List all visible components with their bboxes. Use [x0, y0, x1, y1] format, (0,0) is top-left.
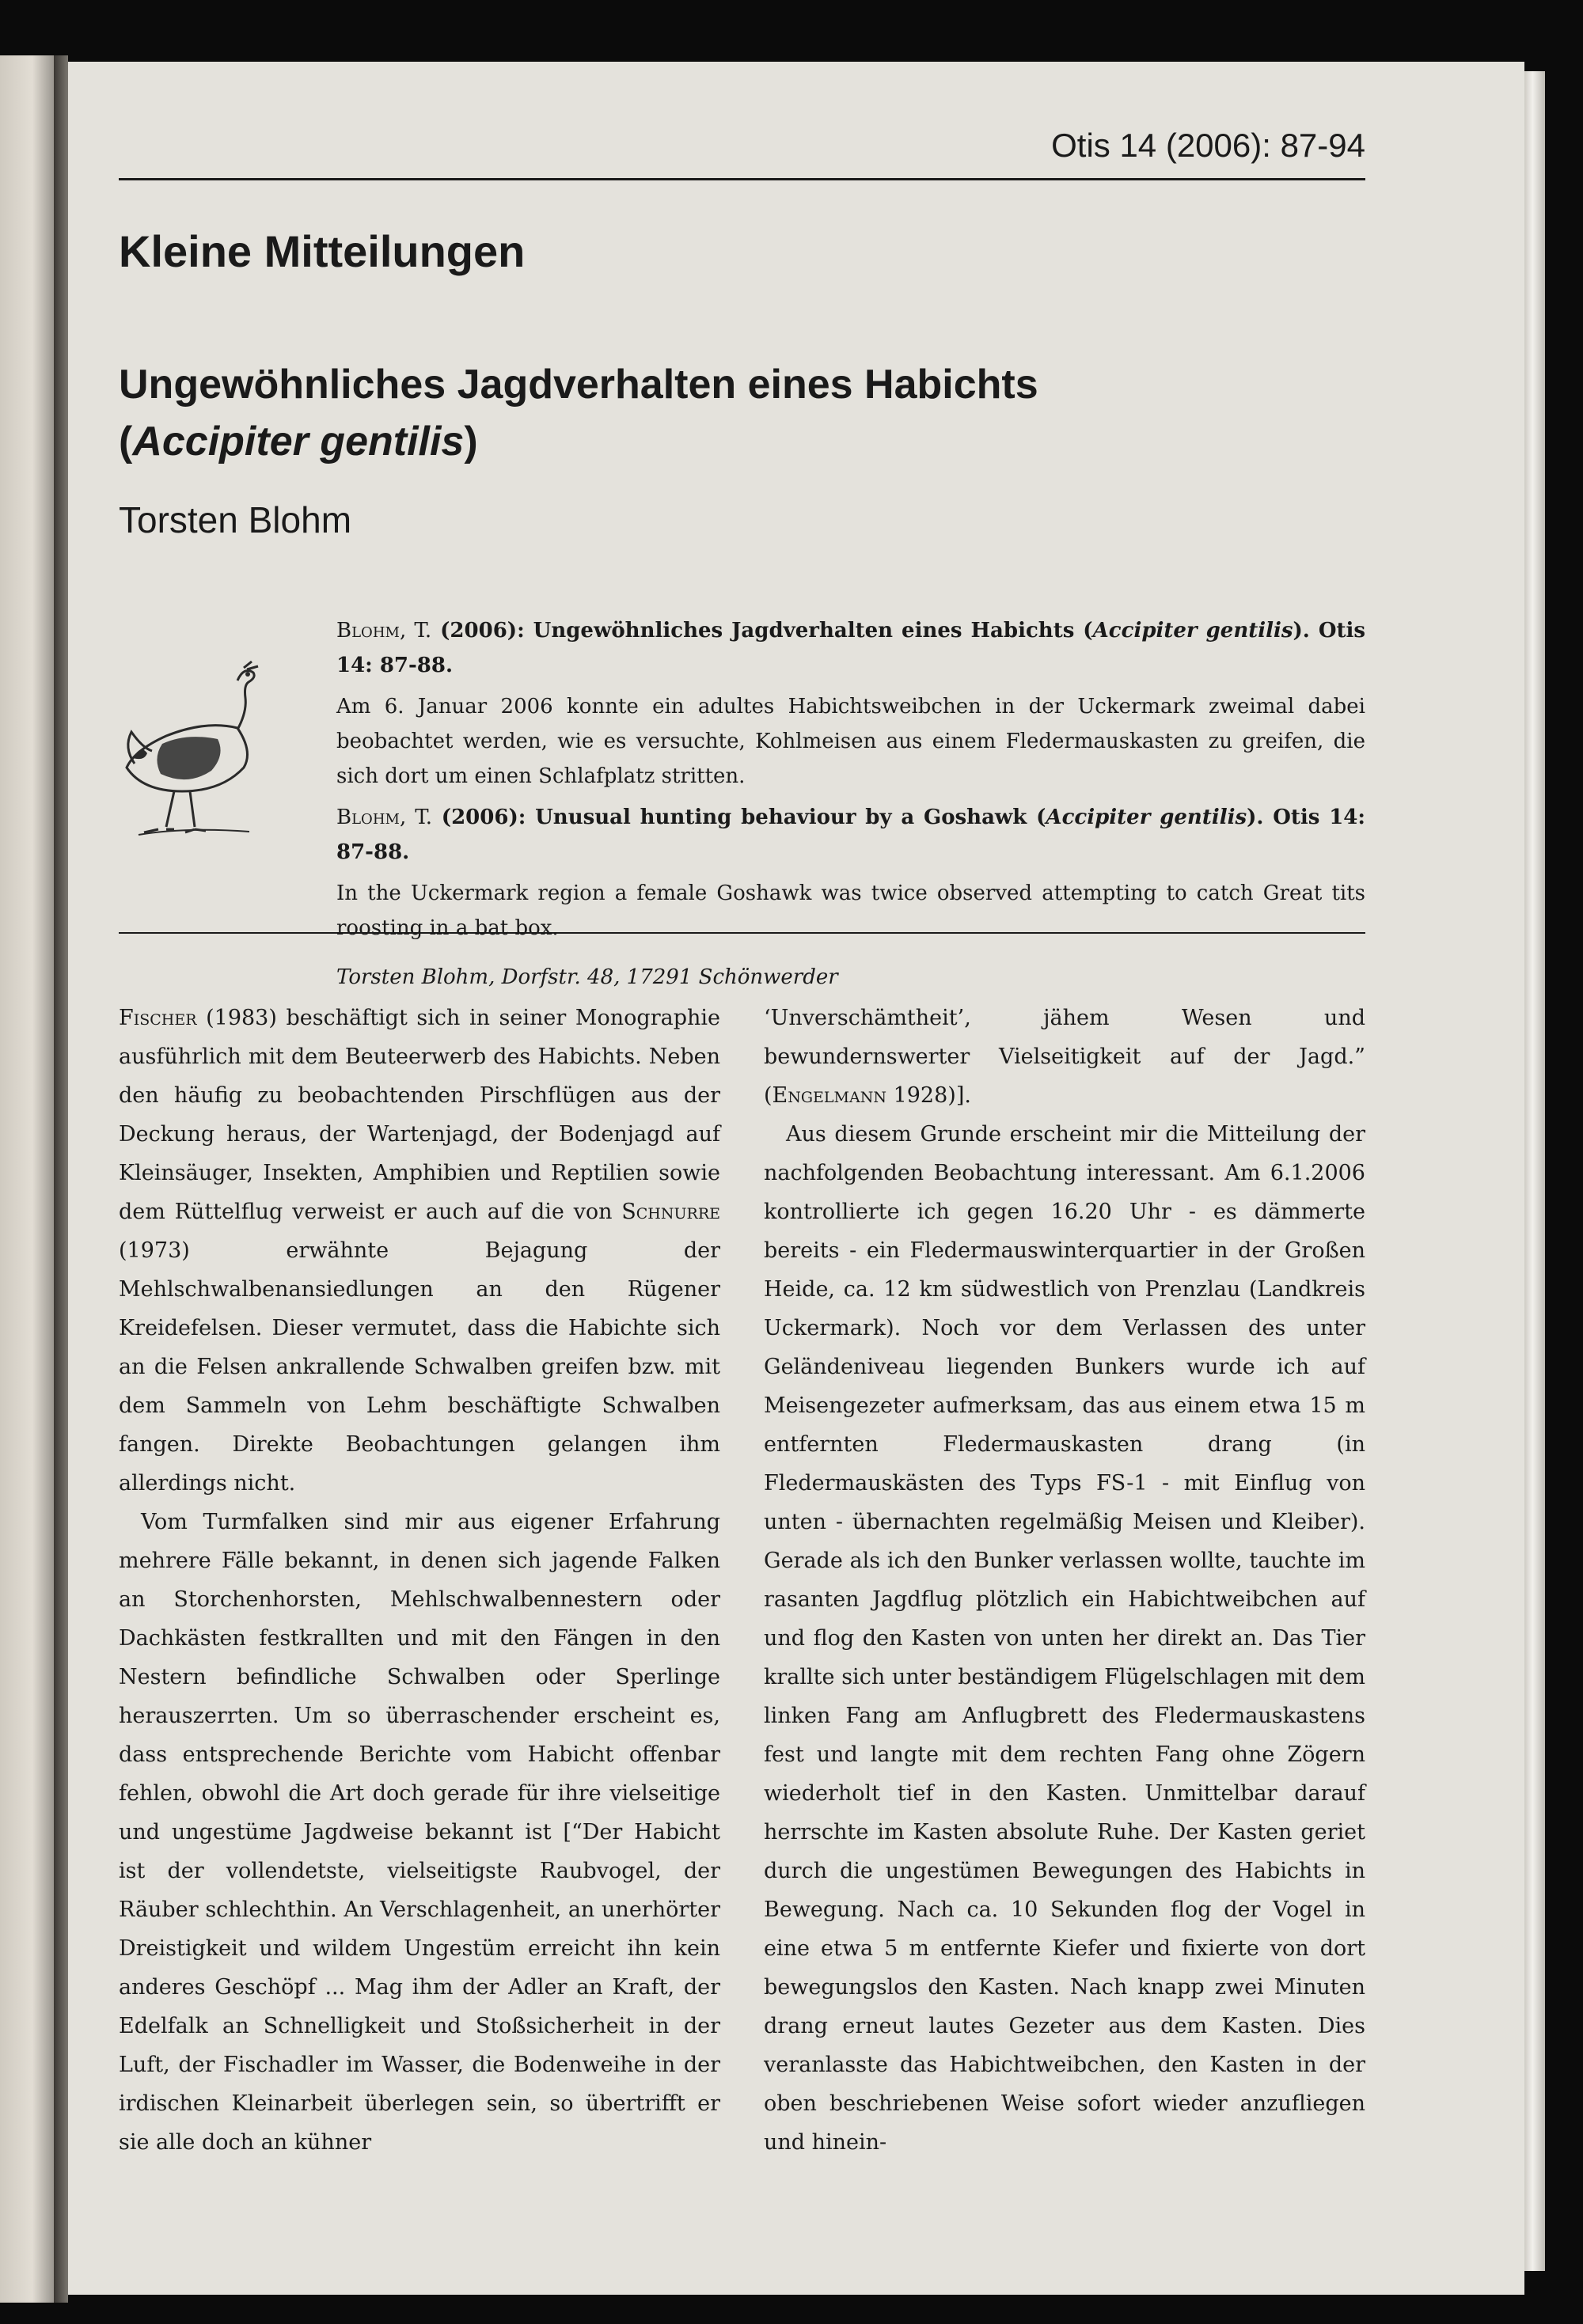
abstract	[336, 613, 1365, 1001]
paragraph: ‘Unverschämtheit’, jähem Wesen und bewundernswerter Vielseitigkeit auf der Jagd.” (Engelmann 1928)].	[764, 1006, 1365, 1108]
section-title: Kleine Mitteilungen	[119, 226, 526, 276]
bustard-logo-icon	[119, 657, 273, 843]
paragraph: Aus diesem Grunde erscheint mir die Mitteilung der nachfolgenden Beobachtung interessant. Am 6.1.2006 kontrollierte ich gegen 16.20 Uhr - es dämmerte bereits - ein Fledermauswinterquartier in der Großen Heide, ca. 12 km südwestlich von Prenzlau (Landkreis Uckermark). Noch vor dem Verlassen des unter Geländeniveau liegenden Bunkers wurde ich auf Meisengezeter aufmerksam, das aus einem etwa 15 m entfernten Fledermauskasten drang (in Fledermauskästen des Typs FS-1 - mit Einflug von unten - übernachten regelmäßig Meisen und Kleiber). Gerade als ich den Bunker verlassen wollte, tauchte im rasanten Jagdflug plötzlich ein Habichtweibchen auf und flog den Kasten von unten her direkt an. Das Tier krallte sich unter beständigem Flügelschlagen mit dem linken Fang am Anflugbrett des Fledermauskastens fest und langte mit dem rechten Fang ohne Zögern wiederholt tief in den Kasten. Unmittelbar darauf herrschte im Kasten absolute Ruhe. Der Kasten geriet durch die ungestümen Bewegungen des Habichts in Bewegung. Nach ca. 10 Sekunden flog der Vogel in eine etwa 5 m entfernte Kiefer und fixierte von dort bewegungslos den Kasten. Nach knapp zwei Minuten drang erneut lautes Gezeter aus dem Kasten. Dies veranlasste das Habichtweibchen, den Kasten in der oben beschriebenen Weise sofort wieder anzufliegen und hinein-	[764, 1122, 1365, 2155]
previous-page-edge	[0, 55, 54, 2303]
article-title-latin: Accipiter gentilis	[132, 419, 465, 464]
running-header	[119, 103, 1365, 180]
title-paren-close: )	[464, 419, 478, 464]
abstract-en-citation: Blohm, T. (2006): Unusual hunting behaviour by a Goshawk (Accipiter gentilis). Otis 14: 87-88.	[336, 806, 1365, 864]
page-stack-edge	[1524, 71, 1545, 2271]
body-column-right	[764, 999, 1365, 2162]
abstract-divider	[119, 932, 1365, 934]
article-title-main: Ungewöhnliches Jagdverhalten eines Habichts	[119, 362, 1038, 408]
article-title	[119, 356, 1306, 470]
body-column-left	[119, 999, 720, 2162]
author-affiliation: Torsten Blohm, Dorfstr. 48, 17291 Schönwerder	[336, 965, 838, 989]
article-author: Torsten Blohm	[119, 499, 352, 540]
title-paren-open: (	[119, 419, 133, 464]
journal-reference: Otis 14 (2006): 87-94	[1051, 127, 1365, 164]
paragraph: Fischer (1983) beschäftigt sich in seiner Monographie ausführlich mit dem Beuteerwerb des Habichts. Neben den häufig zu beobachtenden Pirschflügen aus der Deckung heraus, der Wartenjagd, der Bodenjagd auf Kleinsäuger, Insekten, Amphibien und Reptilien sowie dem Rüttelflug verweist er auch auf die von Schnurre (1973) erwähnte Bejagung der Mehlschwalbenansiedlungen an den Rügener Kreidefelsen. Dieser vermutet, dass die Habichte sich an die Felsen ankrallende Schwalben greifen bzw. mit dem Sammeln von Lehm beschäftigte Schwalben fangen. Direkte Beobachtungen gelangen ihm allerdings nicht.	[119, 1006, 720, 1496]
paragraph: Vom Turmfalken sind mir aus eigener Erfahrung mehrere Fälle bekannt, in denen sich jagende Falken an Storchenhorsten, Mehlschwalbennestern oder Dachkästen festkrallten und mit den Fängen in den Nestern befindliche Schwalben oder Sperlinge herauszerrten. Um so überraschender erscheint es, dass entsprechende Berichte vom Habicht offenbar fehlen, obwohl die Art doch gerade für ihre vielseitige und ungestüme Jagdweise bekannt ist [“Der Habicht ist der vollendetste, vielseitigste Raubvogel, der Räuber schlechthin. An Verschlagenheit, an unerhörter Dreistigkeit und wildem Ungestüm erreicht ihn kein anderes Geschöpf ... Mag ihm der Adler an Kraft, der Edelfalk an Schnelligkeit und Stoßsicherheit in der Luft, der Fischadler im Wasser, die Bodenweihe in der irdischen Kleinarbeit überlegen sein, so übertrifft er sie alle doch an kühner	[119, 1510, 720, 2155]
abstract-en-text: In the Uckermark region a female Goshawk was twice observed attempting to catch Great tits roosting in a bat box.	[336, 881, 1365, 940]
abstract-de-text: Am 6. Januar 2006 konnte ein adultes Habichtsweibchen in der Uckermark zweimal dabei beobachtet werden, wie es versuchte, Kohlmeisen aus einem Fledermauskasten zu greifen, die sich dort um einen Schlafplatz stritten.	[336, 695, 1365, 788]
abstract-de-citation: Blohm, T. (2006): Ungewöhnliches Jagdverhalten eines Habichts (Accipiter gentilis). Otis 14: 87-88.	[336, 619, 1365, 677]
book-gutter	[54, 55, 68, 2303]
